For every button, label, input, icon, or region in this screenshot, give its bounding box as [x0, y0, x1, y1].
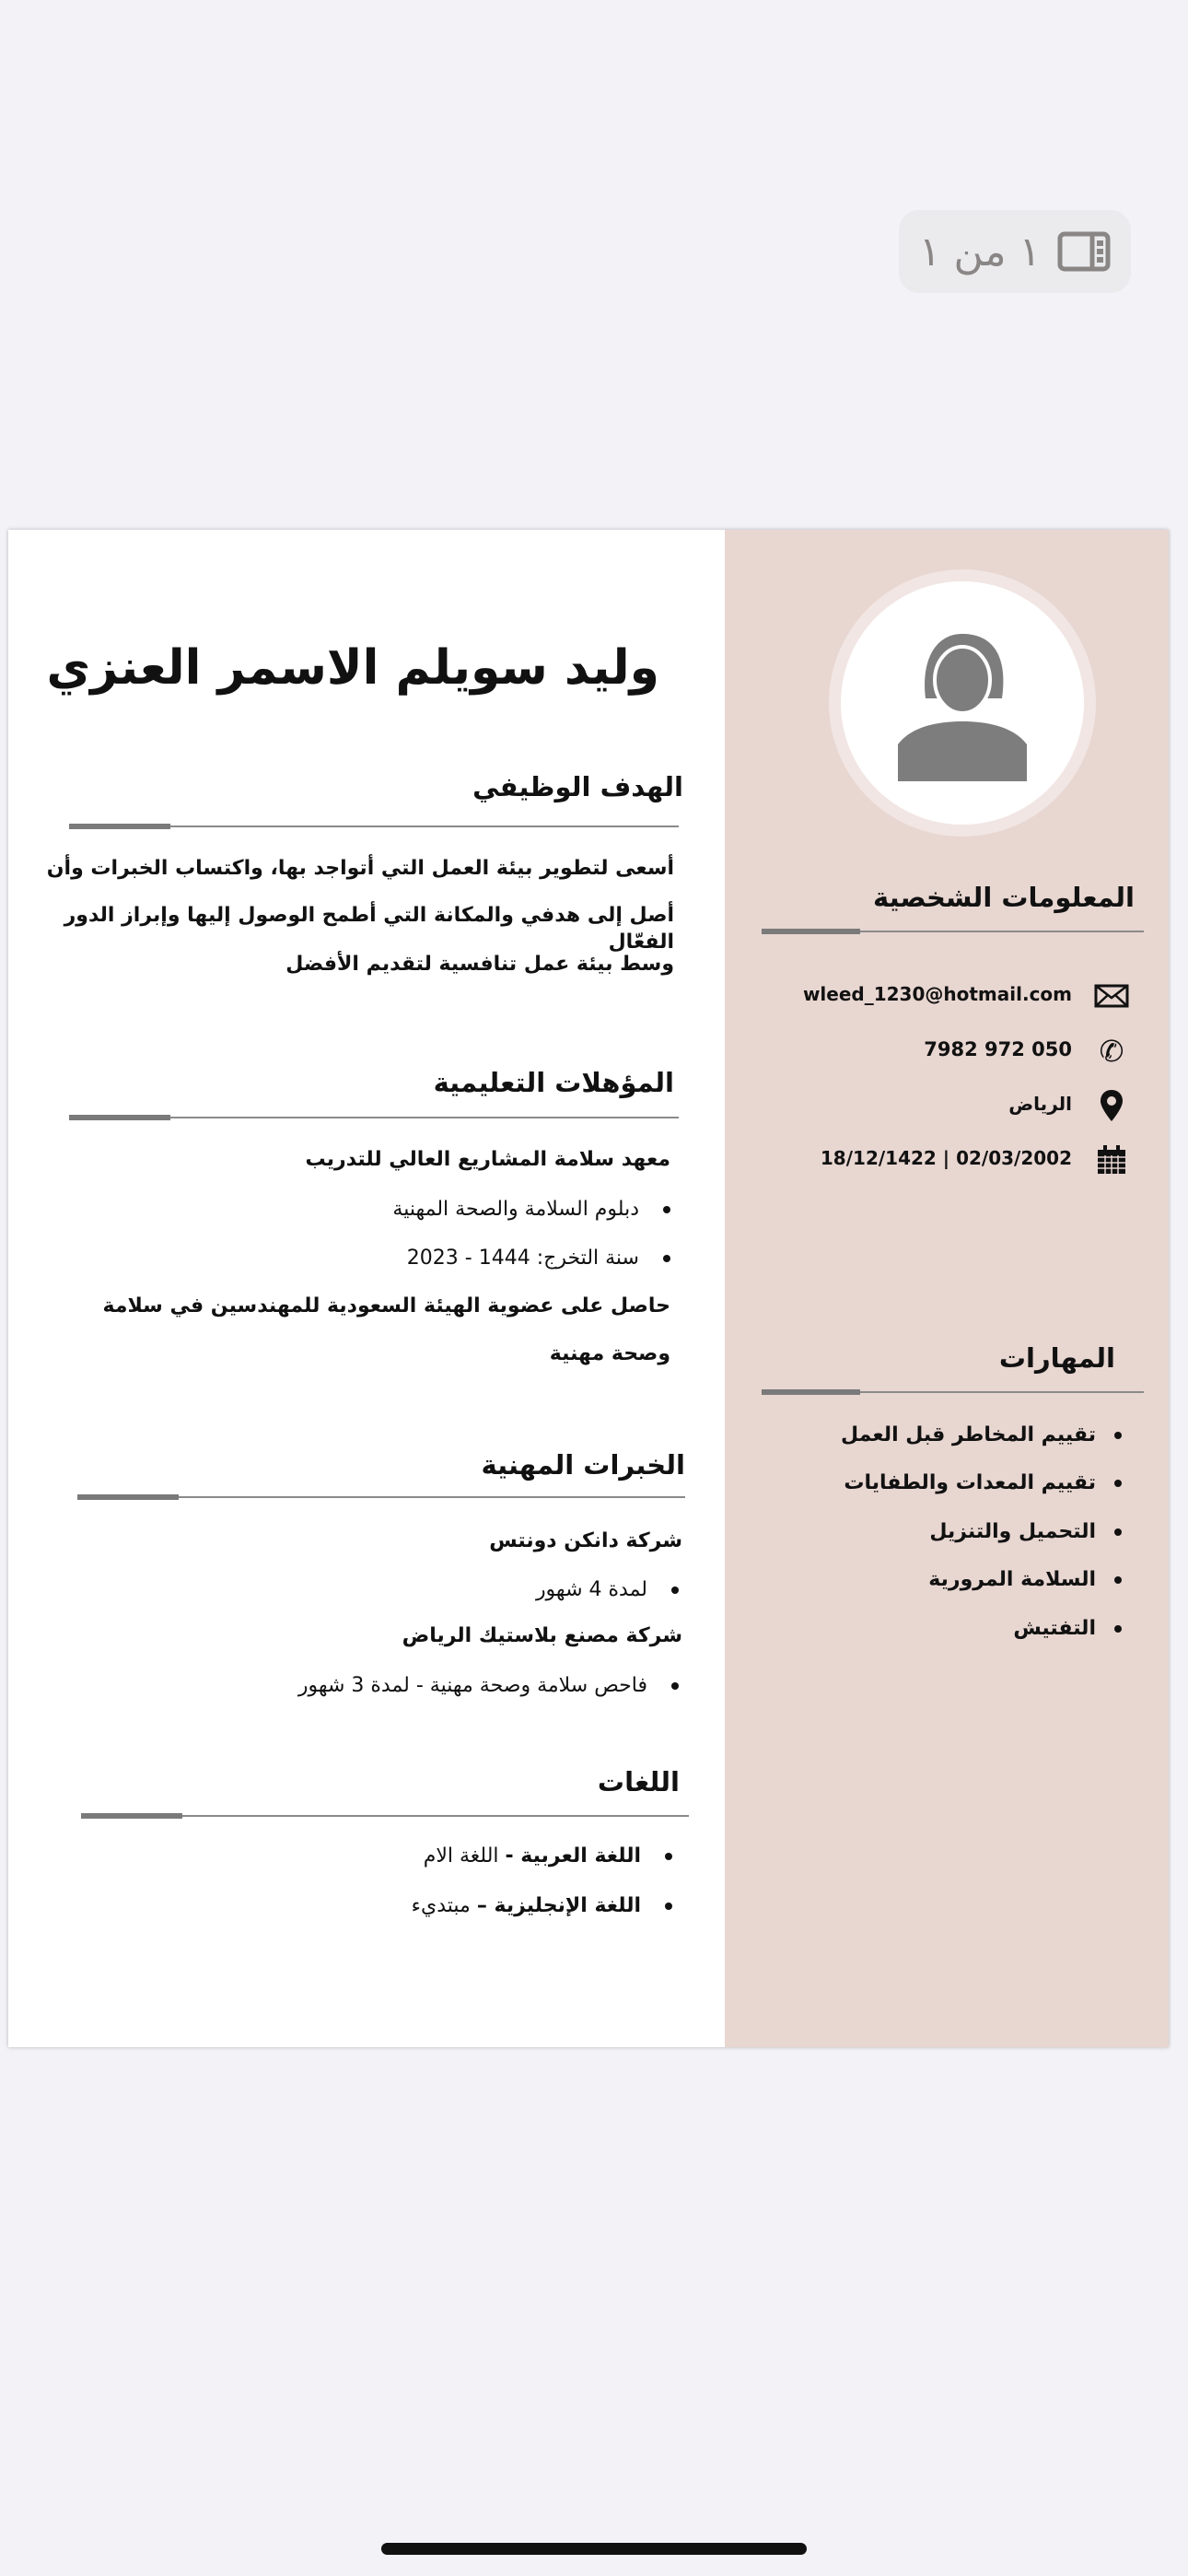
membership-line: وصحة مهنية — [549, 1342, 670, 1365]
education-bullet: سنة التخرج: 1444 - 2023 — [45, 1246, 670, 1272]
avatar — [829, 569, 1096, 837]
envelope-icon — [1093, 979, 1130, 1013]
skill-item: التفتيش — [743, 1616, 1122, 1643]
page-count: ١ من ١ — [918, 228, 1042, 275]
skills-heading: المهارات — [998, 1342, 1115, 1374]
education-heading: المؤهلات التعليمية — [433, 1067, 674, 1098]
phone-text: 050 972 7982 — [924, 1038, 1072, 1060]
experience-heading: الخبرات المهنية — [481, 1449, 685, 1481]
language-item: اللغة العربية - اللغة الام — [45, 1844, 672, 1870]
objective-heading: الهدف الوظيفي — [472, 771, 683, 802]
section-divider — [69, 1117, 679, 1118]
job-detail: لمدة 4 شهور — [45, 1577, 679, 1604]
resume-page — [8, 530, 1169, 2047]
person-placeholder-icon — [893, 625, 1031, 781]
company-name: شركة دانكن دونتس — [489, 1529, 682, 1552]
language-item: اللغة الإنجليزية – مبتديء — [45, 1893, 672, 1920]
skill-item: السلامة المرورية — [743, 1567, 1122, 1594]
objective-line: وسط بيئة عمل تنافسية لتقديم الأفضل — [285, 953, 674, 976]
page-indicator[interactable] — [899, 210, 1131, 293]
city-text: الرياض — [1008, 1093, 1072, 1115]
location-pin-icon — [1093, 1089, 1130, 1122]
phone-icon: ✆ — [1099, 1034, 1124, 1069]
birthdate-text: 02/03/2002 | 18/12/1422 — [820, 1147, 1072, 1169]
personal-info-heading: المعلومات الشخصية — [873, 882, 1135, 913]
resume-sidebar — [725, 530, 1169, 2047]
job-detail: فاحص سلامة وصحة مهنية - لمدة 3 شهور — [45, 1673, 679, 1700]
calendar-icon — [1093, 1143, 1130, 1177]
skill-item: تقييم المعدات والطفايات — [743, 1470, 1122, 1497]
languages-heading: اللغات — [597, 1766, 680, 1797]
section-divider — [77, 1496, 685, 1498]
institution-name: معهد سلامة المشاريع العالي للتدريب — [305, 1148, 670, 1171]
education-bullet: دبلوم السلامة والصحة المهنية — [45, 1197, 670, 1224]
email-text: wleed_1230@hotmail.com — [802, 983, 1072, 1005]
skill-item: التحميل والتنزيل — [743, 1519, 1122, 1546]
section-divider — [762, 931, 1144, 932]
objective-line: أسعى لتطوير بيئة العمل التي أتواجد بها، واكتساب الخبرات وأن — [46, 857, 674, 880]
section-divider — [69, 825, 679, 827]
home-indicator[interactable] — [381, 2543, 807, 2555]
company-name: شركة مصنع بلاستيك الرياض — [402, 1624, 682, 1647]
candidate-name: وليد سويلم الاسمر العنزي — [46, 640, 659, 696]
objective-line: أصل إلى هدفي والمكانة التي أطمح الوصول إليها وإبراز الدور الفعّال — [64, 904, 674, 954]
sidebar-toggle-icon — [1057, 231, 1111, 272]
section-divider — [81, 1815, 689, 1817]
section-divider — [762, 1391, 1144, 1393]
skill-item: تقييم المخاطر قبل العمل — [743, 1423, 1122, 1449]
membership-line: حاصل على عضوية الهيئة السعودية للمهندسين في سلامة — [102, 1294, 670, 1317]
